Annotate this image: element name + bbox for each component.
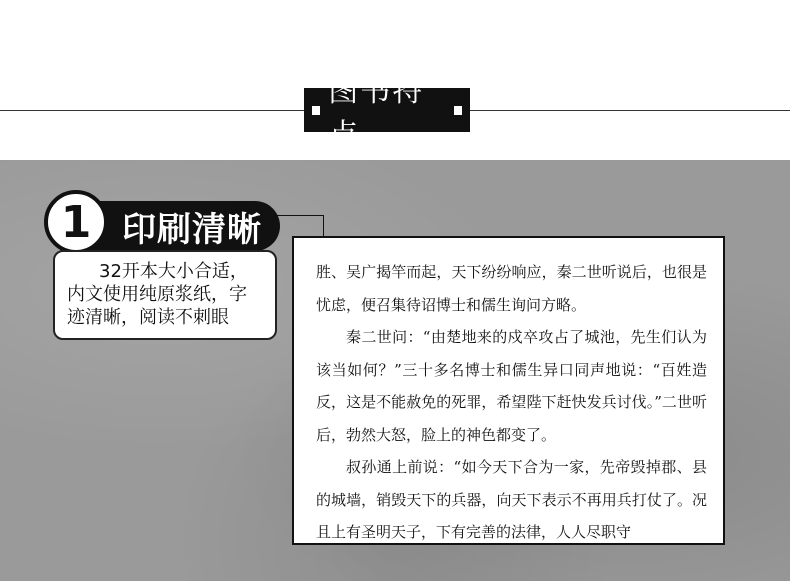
sample-page-excerpt: [292, 236, 725, 545]
section-header: [304, 74, 470, 153]
square-bullet-icon: [312, 106, 320, 115]
feature-description-box: [53, 250, 277, 340]
feature-number-badge: [44, 190, 108, 254]
feature-desc-line: 内文使用纯原浆纸，字: [67, 284, 247, 305]
feature-desc-line: 32开本大小合适，: [99, 261, 248, 282]
page-paragraph: 胜、吴广揭竿而起，天下纷纷响应，秦二世听说后，也很是忧虑，便召集待诏博士和儒生询问方略。: [316, 263, 707, 314]
square-bullet-icon: [454, 106, 462, 115]
page-paragraph: 叔孙通上前说：“如今天下合为一家，先帝毁掉郡、县的城墙，销毁天下的兵器，向天下表示不再用兵打仗了。况且上有圣明天子，下有完善的法律，人人尽职守: [316, 458, 707, 541]
connector-line: [276, 215, 324, 216]
feature-title: 印刷清晰: [122, 209, 262, 250]
feature-number: 1: [60, 196, 92, 248]
section-header-title: 图书特点: [328, 74, 425, 153]
page-paragraph: 秦二世问：“由楚地来的戍卒攻占了城池，先生们认为该当如何？”三十多名博士和儒生异口同声地说：“百姓造反，这是不能赦免的死罪，希望陛下赶快发兵讨伐。”二世听后，勃然大怒，脸上的神色都变了。: [316, 328, 707, 444]
feature-desc-line: 迹清晰，阅读不刺眼: [67, 307, 229, 328]
